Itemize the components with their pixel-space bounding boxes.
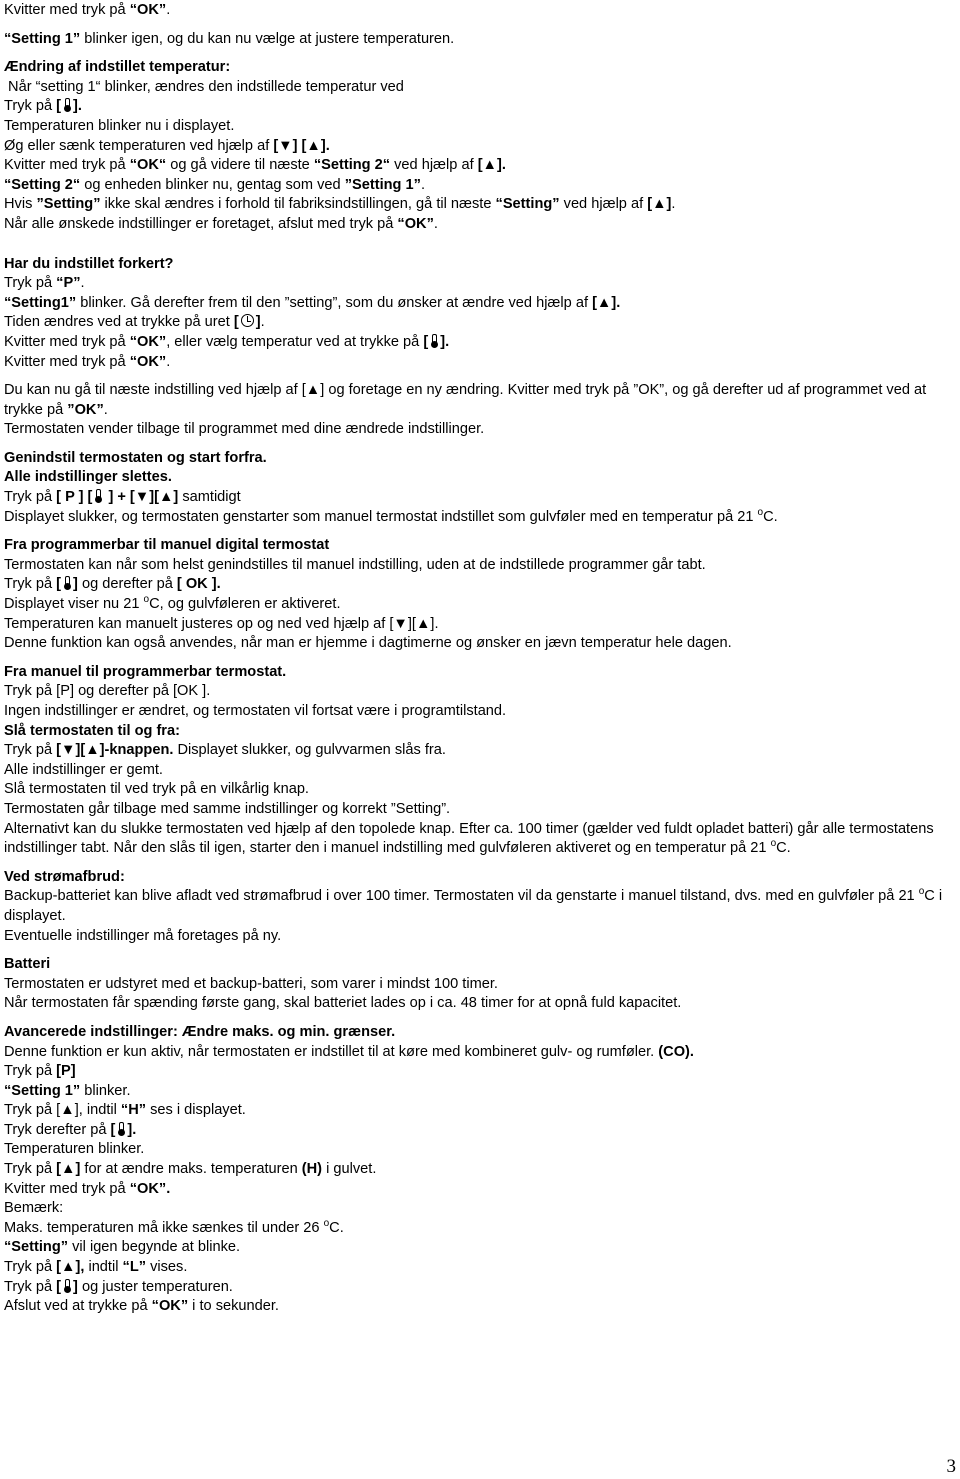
- section-heading: Avancerede indstillinger: Ændre maks. og min. grænser.: [4, 1023, 396, 1040]
- text-line: Tryk på [▼][▲]-knappen. Displayet slukker, og gulvvarmen slås fra.: [4, 742, 446, 759]
- text-line: Kvitter med tryk på “OK”.: [4, 2, 171, 18]
- text-line: “Setting 2“ og enheden blinker nu, gentag som ved ”Setting 1”.: [4, 176, 425, 193]
- text-line: Kvitter med tryk på “OK”.: [4, 1180, 171, 1197]
- thermometer-icon: [63, 1279, 71, 1293]
- text-line: Hvis ”Setting” ikke skal ændres i forhold til fabriksindstillingen, gå til næste “Setting” ved hjælp af [▲].: [4, 196, 676, 213]
- section-heading: Fra manuel til programmerbar termostat.: [4, 663, 287, 680]
- text-line: Øg eller sænk temperaturen ved hjælp af [▼] [▲].: [4, 137, 330, 154]
- text-line: Ingen indstillinger er ændret, og termostaten vil fortsat være i programtilstand.: [4, 703, 507, 719]
- section-heading: Ændring af indstillet temperatur:: [4, 59, 231, 76]
- text-line: Tryk på [P]: [4, 1063, 76, 1080]
- text-line: Slå termostaten til ved tryk på en vilkårlig knap.: [4, 781, 309, 798]
- section-heading: Har du indstillet forkert?: [4, 255, 174, 272]
- thermometer-icon: [63, 576, 71, 590]
- text-paragraph: Backup-batteriet kan blive afladt ved strømafbrud i over 100 timer. Termostaten vil da genstarte i manuel tilstand, dvs. med en gulvføler på 21 $^o$C i displayet.: [4, 886, 943, 924]
- thermometer-icon: [63, 98, 71, 112]
- text-line: Denne funktion er kun aktiv, når termostaten er indstillet til at køre med kombineret gulv- og rumføler. (CO).: [4, 1043, 694, 1060]
- text-line: Displayet slukker, og termostaten genstarter som manuel termostat indstillet som gulvføler med en temperatur på 21 $^o$C.: [4, 506, 778, 525]
- text-line: Temperaturen blinker.: [4, 1141, 145, 1158]
- text-line: Når alle ønskede indstillinger er foretaget, afslut med tryk på “OK”.: [4, 215, 438, 232]
- thermometer-icon: [117, 1122, 125, 1136]
- text-line: “Setting 1” blinker.: [4, 1082, 131, 1099]
- text-line: Tryk på [ P ] [ ] + [▼][▲] samtidigt: [4, 489, 241, 506]
- text-line: “Setting” vil igen begynde at blinke.: [4, 1239, 241, 1256]
- text-line: Kvitter med tryk på “OK“ og gå videre til næste “Setting 2“ ved hjælp af [▲].: [4, 157, 506, 174]
- text-line: Afslut ved at trykke på “OK” i to sekunder.: [4, 1298, 279, 1315]
- text-line: Alle indstillinger er gemt.: [4, 761, 163, 778]
- text-paragraph: Alternativt kan du slukke termostaten ved hjælp af den topolede knap. Efter ca. 100 timer (gælder ved fuldt opladet batteri) går alle termostatens indstillinger tabt. Når den slås til igen, starter den i manuel indstilling med gulvføleren aktiveret og en temperatur på 21 $^o$C.: [4, 820, 934, 857]
- text-line: Maks. temperaturen må ikke sænkes til under 26 $^o$C.: [4, 1217, 344, 1236]
- clock-icon: [241, 314, 254, 327]
- text-line: Termostaten går tilbage med samme indstillinger og korrekt ”Setting”.: [4, 800, 451, 817]
- text-line: Tryk på [ ] og derefter på [ OK ].: [4, 576, 221, 593]
- text-line: Tryk på [P] og derefter på [OK ].: [4, 683, 211, 700]
- text-line: Tiden ændres ved at trykke på uret [ ].: [4, 314, 265, 331]
- section-heading: Slå termostaten til og fra:: [4, 722, 180, 739]
- thermometer-icon: [430, 334, 438, 348]
- text-line: Temperaturen blinker nu i displayet.: [4, 117, 235, 134]
- text-line: Displayet viser nu 21 $^o$C, og gulvføleren er aktiveret.: [4, 594, 341, 613]
- text-line: Kvitter med tryk på “OK”, eller vælg temperatur ved at trykke på [ ].: [4, 333, 450, 350]
- page-number: 3: [946, 1456, 956, 1477]
- text-paragraph: Du kan nu gå til næste indstilling ved hjælp af [▲] og foretage en ny ændring. Kvitter med tryk på ”OK”, og gå derefter ud af programmet ved at trykke på ”OK”.: [4, 382, 927, 418]
- thermometer-icon: [94, 489, 102, 503]
- section-heading: Batteri: [4, 956, 51, 973]
- text-line: Tryk på [ ] og juster temperaturen.: [4, 1278, 233, 1295]
- text-line: Denne funktion kan også anvendes, når man er hjemme i dagtimerne og ønsker en jævn temperatur hele dagen.: [4, 635, 732, 652]
- text-line: Temperaturen kan manuelt justeres op og ned ved hjælp af [▼][▲].: [4, 615, 439, 632]
- text-line: Termostaten kan når som helst genindstilles til manuel indstilling, uden at de indstillede programmer går tabt.: [4, 556, 706, 573]
- text-line: Tryk på [▲] for at ændre maks. temperaturen (H) i gulvet.: [4, 1161, 377, 1178]
- manual-page: [4, 1, 954, 1317]
- text-line: Tryk derefter på [ ].: [4, 1121, 137, 1138]
- section-heading: Alle indstillinger slettes.: [4, 469, 172, 486]
- text-line: Tryk på [▲], indtil “L” vises.: [4, 1259, 188, 1276]
- text-line: Tryk på “P”.: [4, 275, 85, 292]
- text-line: Tryk på [▲], indtil “H” ses i displayet.: [4, 1102, 246, 1119]
- text-line: Når termostaten får spænding første gang, skal batteriet lades op i ca. 48 timer for at opnå fuld kapacitet.: [4, 995, 682, 1012]
- text-line: “Setting1” blinker. Gå derefter frem til den ”setting”, som du ønsker at ændre ved hjælp af [▲].: [4, 294, 621, 311]
- section-heading: Ved strømafbrud:: [4, 868, 125, 885]
- text-line: Når “setting 1“ blinker, ændres den indstillede temperatur ved: [4, 78, 404, 95]
- section-heading: Fra programmerbar til manuel digital termostat: [4, 537, 330, 554]
- text-line: “Setting 1” blinker igen, og du kan nu vælge at justere temperaturen.: [4, 30, 455, 47]
- text-line: Kvitter med tryk på “OK”.: [4, 353, 171, 370]
- text-line: Termostaten vender tilbage til programmet med dine ændrede indstillinger.: [4, 421, 485, 438]
- text-line: Eventuelle indstillinger må foretages på ny.: [4, 927, 282, 944]
- section-heading: Genindstil termostaten og start forfra.: [4, 449, 267, 466]
- text-line: Bemærk:: [4, 1200, 64, 1217]
- text-line: Termostaten er udstyret med et backup-batteri, som varer i mindst 100 timer.: [4, 975, 498, 992]
- text-line: Tryk på [ ].: [4, 98, 82, 115]
